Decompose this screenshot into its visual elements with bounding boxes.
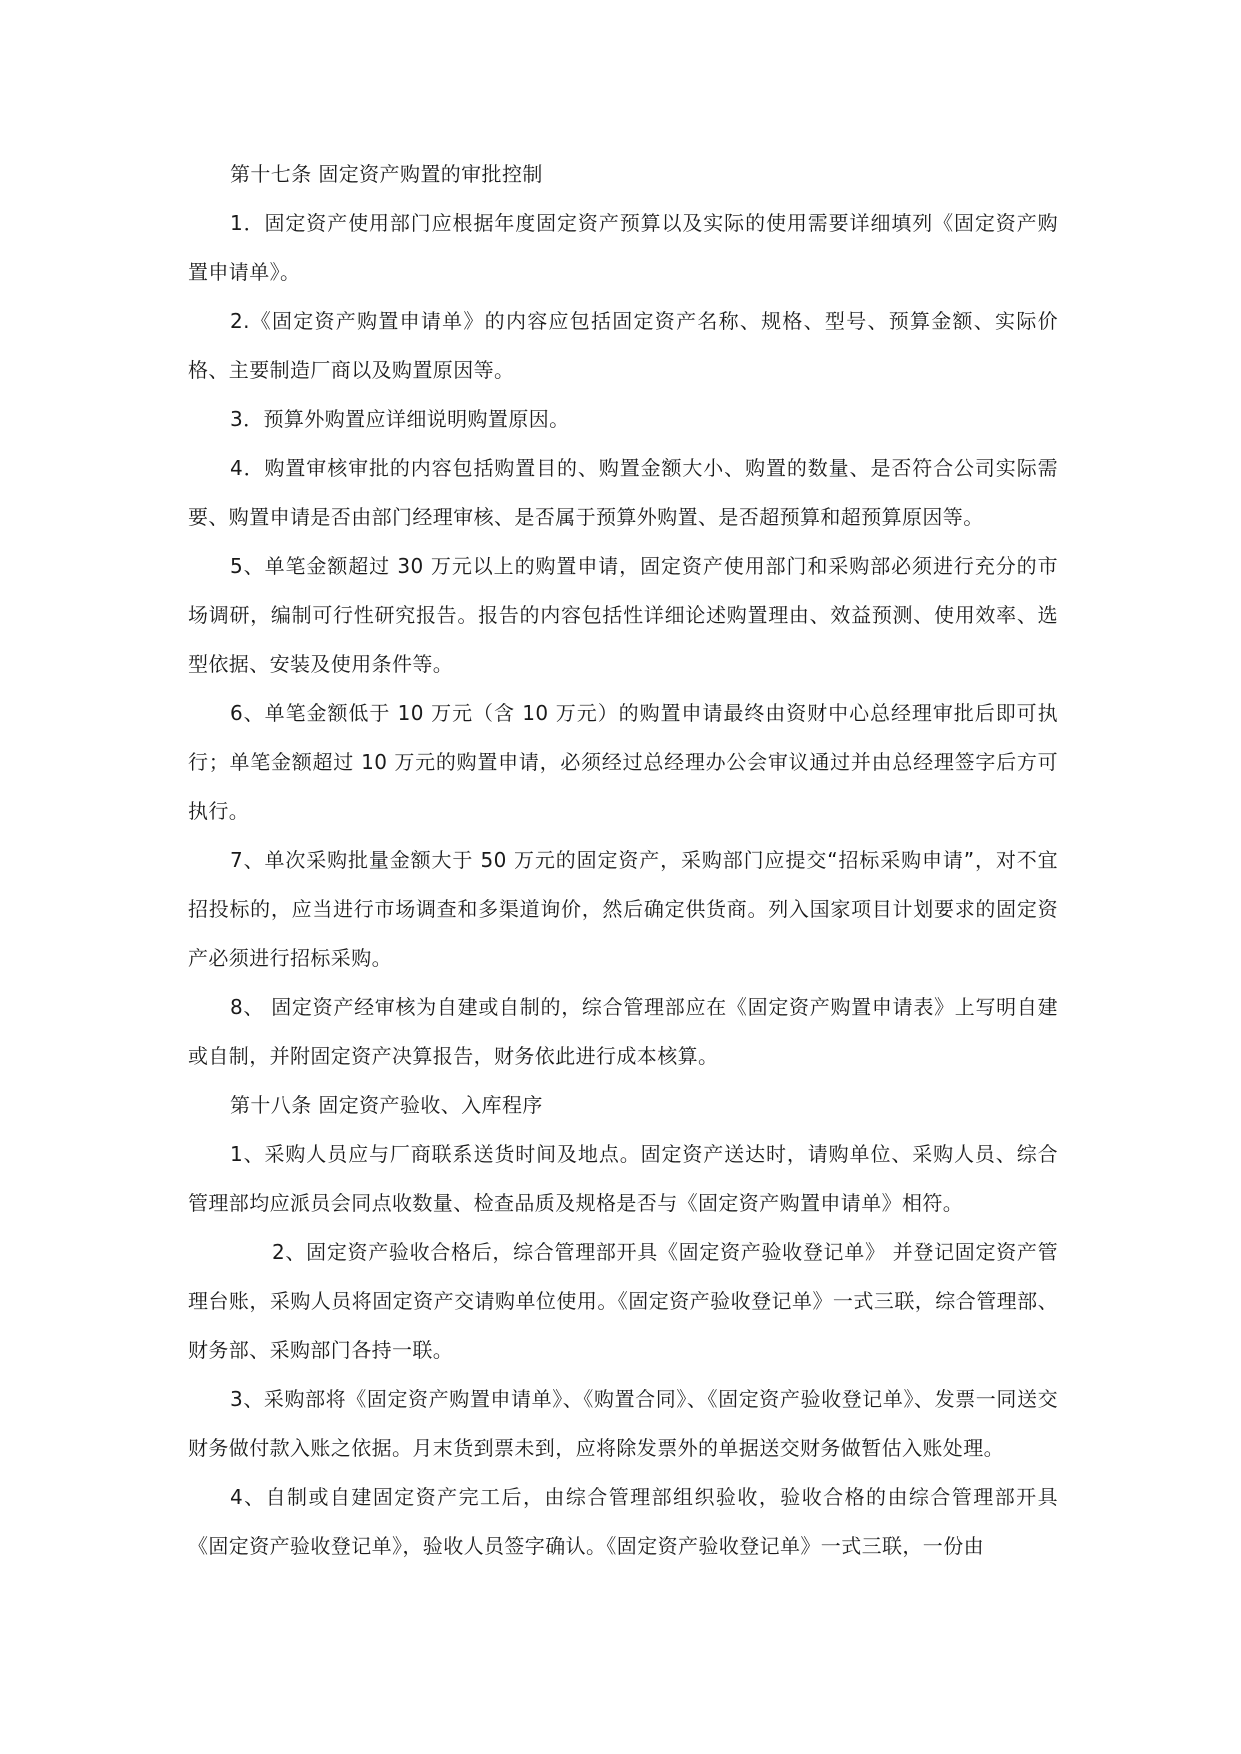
paragraph-17-5: 5、单笔金额超过 30 万元以上的购置申请，固定资产使用部门和采购部必须进行充分的市场调研，编制可行性研究报告。报告的内容包括性详细论述购置理由、效益预测、使用效率、选型依据、安装及使用条件等。 (188, 554, 1058, 676)
paragraph-17-6: 6、单笔金额低于 10 万元（含 10 万元）的购置申请最终由资财中心总经理审批后即可执行；单笔金额超过 10 万元的购置申请，必须经过总经理办公会审议通过并由总经理签字后方可执行。 (188, 701, 1058, 823)
paragraph-18-2: 2、固定资产验收合格后，综合管理部开具《固定资产验收登记单》 并登记固定资产管理台账，采购人员将固定资产交请购单位使用。《固定资产验收登记单》一式三联，综合管理部、财务部、采购部门各持一联。 (188, 1240, 1058, 1362)
paragraph-18-1: 1、采购人员应与厂商联系送货时间及地点。固定资产送达时，请购单位、采购人员、综合管理部均应派员会同点收数量、检查品质及规格是否与《固定资产购置申请单》相符。 (188, 1142, 1058, 1215)
paragraph-17-8: 8、 固定资产经审核为自建或自制的，综合管理部应在《固定资产购置申请表》上写明自建或自制，并附固定资产决算报告，财务依此进行成本核算。 (188, 995, 1058, 1068)
paragraph-17-1: 1．固定资产使用部门应根据年度固定资产预算以及实际的使用需要详细填列《固定资产购置申请单》。 (188, 211, 1058, 284)
paragraph-17-7: 7、单次采购批量金额大于 50 万元的固定资产，采购部门应提交“招标采购申请”，对不宜招投标的，应当进行市场调查和多渠道询价，然后确定供货商。列入国家项目计划要求的固定资产必须进行招标采购。 (188, 848, 1058, 970)
paragraph-18-3: 3、采购部将《固定资产购置申请单》、《购置合同》、《固定资产验收登记单》、发票一同送交财务做付款入账之依据。月末货到票未到，应将除发票外的单据送交财务做暂估入账处理。 (188, 1387, 1058, 1460)
document-body (188, 150, 1058, 1571)
article-heading-18: 第十八条 固定资产验收、入库程序 (230, 1093, 543, 1117)
paragraph-18-4: 4、自制或自建固定资产完工后，由综合管理部组织验收，验收合格的由综合管理部开具《固定资产验收登记单》，验收人员签字确认。《固定资产验收登记单》一式三联，一份由 (188, 1485, 1058, 1558)
paragraph-17-3: 3．预算外购置应详细说明购置原因。 (230, 407, 570, 431)
paragraph-17-4: 4．购置审核审批的内容包括购置目的、购置金额大小、购置的数量、是否符合公司实际需要、购置申请是否由部门经理审核、是否属于预算外购置、是否超预算和超预算原因等。 (188, 456, 1058, 529)
paragraph-17-2: 2.《固定资产购置申请单》的内容应包括固定资产名称、规格、型号、预算金额、实际价格、主要制造厂商以及购置原因等。 (188, 309, 1058, 382)
article-heading-17: 第十七条 固定资产购置的审批控制 (230, 162, 543, 186)
